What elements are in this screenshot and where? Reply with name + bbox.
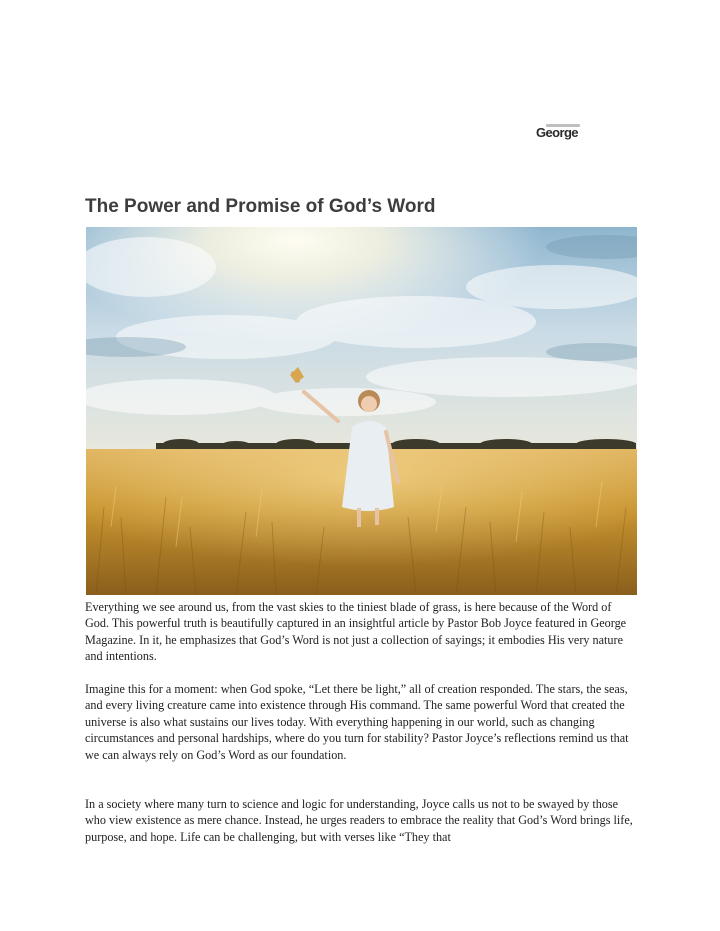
hero-image xyxy=(86,227,637,595)
article-title: The Power and Promise of God’s Word xyxy=(85,196,436,217)
logo-wordmark: George xyxy=(536,125,578,140)
paragraph-2: Imagine this for a moment: when God spoke, “Let there be light,” all of creation responded. The stars, the seas, and every living creature came into existence through His command. The same powerful Word that created the universe is also what sustains our lives today. With everything happening in our world, such as changing circumstances and personal hardships, where do you turn for stability? Pastor Joyce’s reflections remind us that we can always rely on God’s Word as our foundation. xyxy=(85,682,629,762)
george-magazine-logo xyxy=(536,124,582,142)
paragraph-1: Everything we see around us, from the vast skies to the tiniest blade of grass, is here because of the Word of God. This powerful truth is beautifully captured in an insightful article by Pastor Bob Joyce featured in George Magazine. In it, he emphasizes that God’s Word is not just a collection of sayings; it embodies His very nature and intentions. xyxy=(85,600,627,664)
girl-in-wheat-field-photo xyxy=(86,227,637,595)
paragraph-3: In a society where many turn to science and logic for understanding, Joyce calls us not to be swayed by those who view existence as mere chance. Instead, he urges readers to embrace the reality that God’s Word brings life, purpose, and hope. Life can be challenging, but with verses like “They that xyxy=(85,797,633,844)
